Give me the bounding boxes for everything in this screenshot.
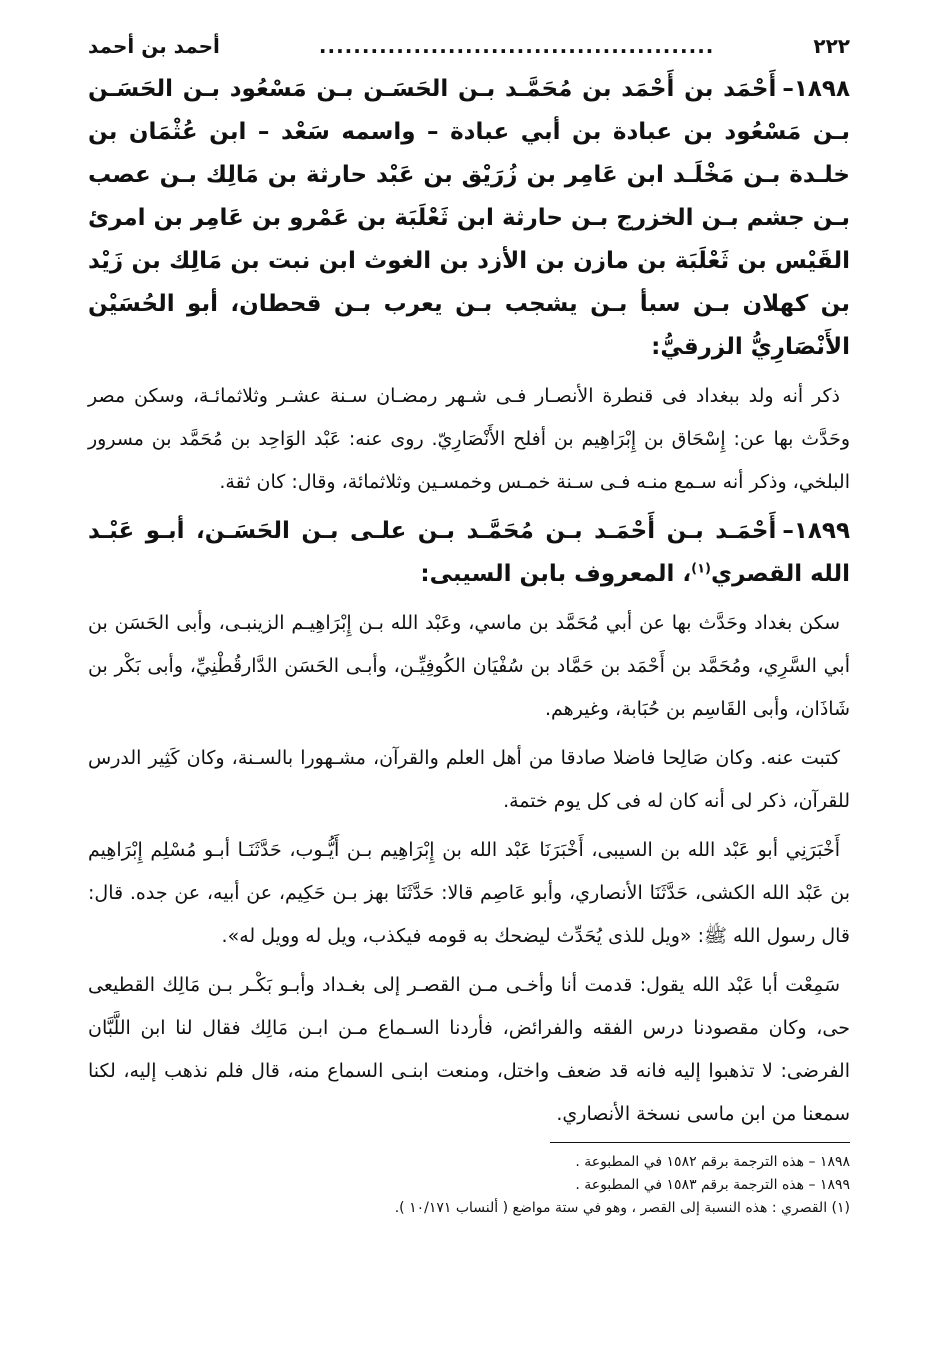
running-title: أحمد بن أحمد: [88, 34, 220, 58]
paragraph: كتبت عنه. وكان صَالِحا فاضلا صادقا من أهل العلم والقرآن، مشـهورا بالسـنة، وكان كَثِير الدرس للقرآن، ذكر لى أنه كان له فى كل يوم ختمة.: [88, 747, 850, 812]
page-number: ٢٢٢: [813, 34, 850, 58]
footnote: ١٨٩٩ – هذه الترجمة برقم ١٥٨٣ في المطبوعة .: [575, 1177, 850, 1193]
entry-heading: [88, 510, 850, 596]
paragraph: سَمِعْت أبا عَبْد الله يقول: قدمت أنا وأخـى مـن القصـر إلى بغـداد وأبـو بَكْـر بـن مَالِك القطيعى حى، وكان مقصودنا درس الفقه والفرائض، فأردنا السـماع مـن ابـن مَالِك فقال لنا ابن اللَّبَّان الفرضى: لا تذهبوا إليه فانه قد ضعف واختل، ومنعت ابنـى السماع منه، قال فلم نذهب إليه، لكنا سمعنا من ابن ماسى نسخة الأنصاري.: [88, 974, 850, 1125]
running-head: [88, 32, 850, 62]
footnote: ١٨٩٨ – هذه الترجمة برقم ١٥٨٢ في المطبوعة .: [575, 1154, 850, 1170]
entry-1898: [88, 68, 850, 504]
entry-heading-text-continued: ، المعروف بابن السيبى:: [420, 561, 692, 587]
footnote-divider: [550, 1142, 850, 1143]
paragraph: أَخْبَرَنِي أبو عَبْد الله بن السيبى، أَخْبَرَنَا عَبْد الله بن إِبْرَاهِيم بـن أَيُّـوب، حَدَّثَنَـا أبـو مُسْلِم إِبْرَاهِيم بن عَبْد الله الكشى، حَدَّثَنَا الأنصاري، وأبو عَاصِم قالا: حَدَّثَنَا بهز بـن حَكِيم، عن أبيه، عن جده. قال: قال رسول الله ﷺ: «ويل للذى يُحَدِّث ليضحك به قومه فيكذب، ويل له وويل له».: [88, 839, 850, 947]
entry-heading-text: أَحْمَد بن أَحْمَد بن مُحَمَّـد بـن الحَسَـن بـن مَسْعُود بـن الحَسَـن بـن مَسْعُود بن عبادة بن أبي عبادة – واسمه سَعْد – ابن عُثْمَان بن خلـدة بـن مَخْلَـد ابن عَامِر بن زُرَيْق بن عَبْد حارثة بن مَالِك بـن عصب بـن جشم بـن الخزرج بـن حارثة ابن ثَعْلَبَة بن عَمْرو بن عَامِر بن امرئ القَيْس بن ثَعْلَبَة بن مازن بن الأزد بن الغوث ابن نبت بن مَالِك بن زَيْد بن كهلان بـن سبأ بـن يشجب بـن يعرب بـن قحطان، أبو الحُسَيْن الأَنْصَارِيُّ الزرقيُّ:: [88, 76, 850, 360]
paragraph: سكن بغداد وحَدَّث بها عن أبي مُحَمَّد بن ماسي، وعَبْد الله بـن إِبْرَاهِيـم الزينبـى، وأبى الحَسَن بن أبي السَّرِي، ومُحَمَّد بن أَحْمَد بن حَمَّاد بن سُفْيَان الكُوفِيِّـن، وأبـى الحَسَن الدَّارقُطْنِيِّ، وأبى بَكْر بن شَاذَان، وأبى القَاسِم بن حُبَابة، وغيرهم.: [88, 612, 850, 720]
entry-1899: [88, 510, 850, 1136]
entry-number: ١٨٩٩–: [782, 518, 850, 544]
footnote-reference: (١): [691, 561, 711, 577]
entry-heading: [88, 68, 850, 369]
footnote: (١) القصري : هذه النسبة إلى القصر ، وهو في ستة مواضع ( ألنساب ١٠/١٧١ ).: [394, 1200, 850, 1216]
entry-number: ١٨٩٨–: [782, 76, 850, 102]
entry-heading-text: أَحْمَـد بـن أَحْمَـد بـن مُحَمَّـد بـن علـى بـن الحَسَـن، أبـو عَبْـد الله القصري: [88, 518, 850, 587]
leader-dots: ..............................................: [318, 34, 715, 58]
paragraph: ذكر أنه ولد ببغداد فى قنطرة الأنصـار فـى شـهر رمضـان سـنة عشـر وثلاثمائـة، وسكن مصر وحَدَّث بها عن: إِسْحَاق بن إِبْرَاهِيم بن أفلح الأَنْصَارِيّ. روى عنه: عَبْد الوَاحِد بن مُحَمَّد بن مسرور البلخي، وذكر أنه سـمع منـه فـى سـنة خمـس وخمسـين وثلاثمائة، وقال: كان ثقة.: [88, 385, 850, 493]
book-page: [88, 32, 850, 1332]
footnotes: [88, 1151, 850, 1220]
